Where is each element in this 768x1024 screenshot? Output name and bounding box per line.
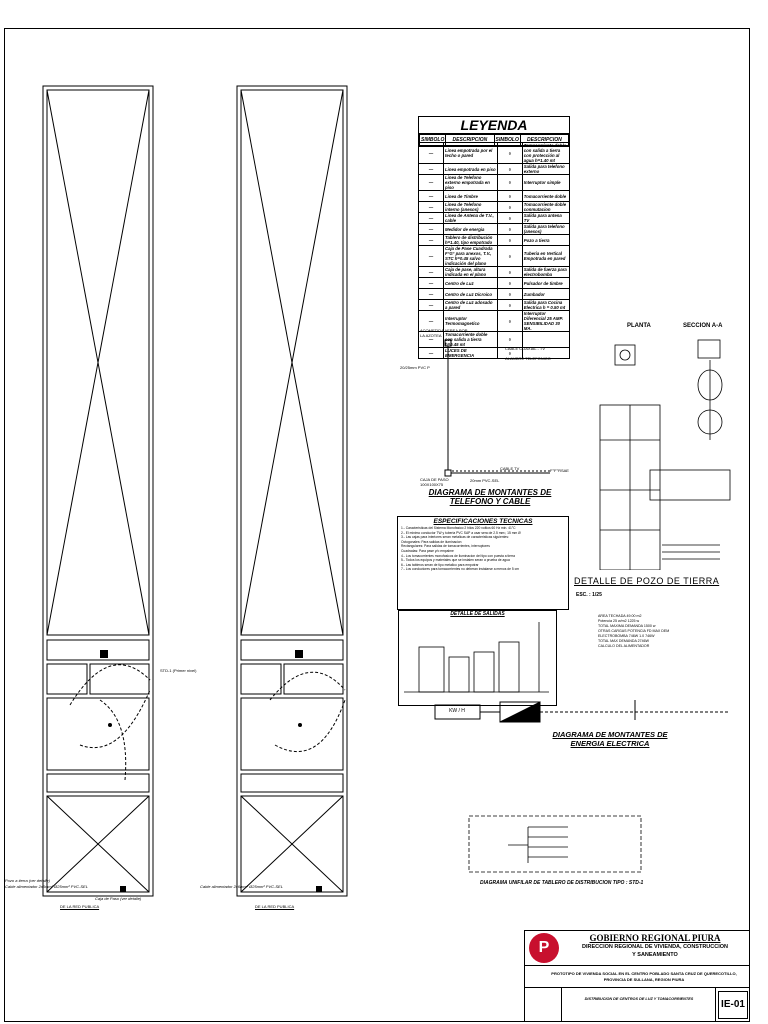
legend-symbol-icon: — xyxy=(419,213,444,224)
legend-description: Linea empotrada en piso xyxy=(444,164,498,175)
telefono-title: DIAGRAMA DE MONTANTES DE TELEFONO Y CABLE xyxy=(428,488,552,506)
legend-symbol-icon: — xyxy=(419,267,444,278)
legend-row xyxy=(419,191,570,202)
legend-row xyxy=(419,213,570,224)
legend-description: Centro de Luz Dicroico xyxy=(444,289,498,300)
tel-label: ACOMETIDA AEREA POR LA AZOTEA xyxy=(420,328,468,338)
plan2-label-cable: Cable alimentador 2x6mm² Ø25mm² PVC-SEL xyxy=(200,884,283,889)
legend-description: Centro de Luz adosado a pared xyxy=(444,300,498,311)
legend-description: Tablero de distribución h=1.40, tipo empotrado xyxy=(444,235,498,246)
legend-description: Tomacorriente doble con salida a tierra h=0.45 mt xyxy=(444,332,498,348)
legend-symbol-icon: ◊ xyxy=(497,224,522,235)
unifilar-title: DIAGRAMA UNIFILAR DE TABLERO DE DISTRIBUCION TIPO : STD-1 xyxy=(480,880,644,886)
esp-line: Cuadradas: Para pase y/o empalme xyxy=(401,548,454,553)
esp-title: ESPECIFICACIONES TECNICAS xyxy=(433,518,533,525)
legend-row xyxy=(419,175,570,191)
legend-symbol-icon: — xyxy=(419,246,444,267)
tel-label: 20/25mm PVC P xyxy=(400,365,430,370)
plan-label-pozo: Pozo a tierra (ver detalle) xyxy=(5,878,50,883)
dir-line-1: DIRECCION REGIONAL DE VIVIENDA, CONSTRUCCION xyxy=(582,944,728,950)
legend-description: Tomacorriente doble con salida a tierra con protección al agua h=1.40 mt xyxy=(522,143,569,164)
unifilar-diagram xyxy=(468,815,643,875)
legend-symbol-icon: ◊ xyxy=(497,175,522,191)
pozo-tierra-drawing xyxy=(570,330,750,570)
legend-row xyxy=(419,289,570,300)
legend-symbol-icon: — xyxy=(419,300,444,311)
legend-symbol-icon: ◊ xyxy=(497,143,522,164)
seccion-label: SECCION A-A xyxy=(683,323,723,329)
tel-label: F°F°RSAE xyxy=(550,468,569,473)
legend-row xyxy=(419,143,570,164)
legend-symbol-icon: ◊ xyxy=(497,348,522,359)
legend-symbol-icon: ◊ xyxy=(497,267,522,278)
calc-line: TOTAL MAXIMA DEMANDA 1500 w xyxy=(598,624,656,628)
legend-symbol-icon: — xyxy=(419,202,444,213)
legend-symbol-icon: ◊ xyxy=(497,311,522,332)
gov-name: GOBIERNO REGIONAL PIURA xyxy=(589,933,721,943)
legend-row xyxy=(419,300,570,311)
legend-symbol-icon: — xyxy=(419,191,444,202)
especificaciones-box xyxy=(397,516,569,610)
legend-symbol-icon: — xyxy=(419,311,444,332)
legend-description: LUCES DE EMERGENCIA xyxy=(444,348,498,359)
legend-row xyxy=(419,224,570,235)
legend-symbol-icon: — xyxy=(419,235,444,246)
legend-description: Linea de Telefono interno (anexos) xyxy=(444,202,498,213)
project-line-1: PROTOTIPO DE VIVIENDA SOCIAL EN EL CENTRO POBLADO SANTA CRUZ DE QUERECOTILLO, xyxy=(551,971,737,976)
legend-description: Caja de Pase Cuadrada F°G° para anexos, T.V., STC h=0.45 salvo indicación del plano xyxy=(444,246,498,267)
dir-line-2: Y SANEAMIENTO xyxy=(632,952,678,958)
legend-symbol-icon: ◊ xyxy=(497,164,522,175)
esp-line: Rectangulares: Para salidas de tomacorrientes, interruptores xyxy=(401,544,490,549)
legend-header: SIMBOLO xyxy=(494,135,520,146)
legend-symbol-icon: — xyxy=(419,278,444,289)
calc-line: AREA TECHADA 49.00 m2 xyxy=(598,614,642,618)
legend-row xyxy=(419,246,570,267)
legend-description: Medidor de energia xyxy=(444,224,498,235)
legend-title: LEYENDA xyxy=(419,117,569,134)
salidas-drawing xyxy=(399,617,556,697)
esp-line: 7.- Los conductores para tomacorrientes no deberan instalarse a menos de 5 cm xyxy=(401,567,520,572)
legend-symbol-icon: — xyxy=(419,348,444,359)
legend-description: Salida para antena TV xyxy=(522,213,569,224)
esp-line: 3.- Las cajas para interiores seran metalicas de caracteristicas siguientes: xyxy=(401,535,509,540)
legend-symbol-icon: ◊ xyxy=(497,246,522,267)
legend-description: Salida para Cocina Electrica h = 0.50 mt xyxy=(522,300,569,311)
legend-symbol-icon: — xyxy=(419,332,444,348)
legend-symbol-icon: ◊ xyxy=(497,300,522,311)
legend-description: Caja de pase, altura indicada en el plano xyxy=(444,267,498,278)
legend-symbol-icon: ◊ xyxy=(497,202,522,213)
kwh-label: KW / H xyxy=(449,708,465,714)
legend-description: Interruptor Termomagnetico xyxy=(444,311,498,332)
legend-description: Pozo a tierra xyxy=(522,235,569,246)
tel-label: CABLE TV xyxy=(500,466,520,471)
tel-label: 20mm PVC-SEL xyxy=(470,478,500,483)
calculo-block xyxy=(598,614,738,649)
legend-header: SIMBOLO xyxy=(420,135,446,146)
plan-label-std: STD-1 (Primer nivel) xyxy=(160,668,197,673)
logo: P xyxy=(529,933,559,963)
legend-symbol-icon: ◊ xyxy=(497,332,522,348)
esp-line: 1.- Caracteristicas del Sistema Monofasico 2 hilos 220 voltios 60 Hz min. 41°C xyxy=(401,526,516,530)
legend-description: Centro de Luz xyxy=(444,278,498,289)
tel-label: CAJA DE PASO 100X100X75 xyxy=(420,477,449,487)
legend-symbol-icon: — xyxy=(419,175,444,191)
legend-symbol-icon: — xyxy=(419,143,444,164)
tel-label: ALAMBRE TELEFONICO xyxy=(505,356,551,361)
project-line-2: PROVINCIA DE SULLANA, REGION PIURA xyxy=(603,977,685,982)
legend-description: Linea de Telefono externo empotrada en piso xyxy=(444,175,498,191)
sheet-description: DISTRIBUCION DE CENTROS DE LUZ Y TOMACORRIENTES xyxy=(584,997,694,1001)
legend-row xyxy=(419,164,570,175)
plan-label-red: DE LA RED PUBLICA xyxy=(60,904,100,909)
calc-line: CALCULO DEL ALIMENTADOR xyxy=(598,644,650,648)
plan-label-caja: Caja de Paso (ver detalle) xyxy=(95,896,142,901)
salidas-title: DETALLE DE SALIDAS xyxy=(450,611,505,617)
legend-row xyxy=(419,267,570,278)
title-block xyxy=(524,930,750,1022)
calc-line: ELECTROBOMBA 746W 1.0 746W xyxy=(598,634,655,638)
legend-description: Linea de Timbre xyxy=(444,191,498,202)
legend-description: Zumbador xyxy=(522,289,569,300)
calc-line: OTRAS CARGAS POTENCIA FD MAX DEM xyxy=(598,629,670,633)
legend-description: Tuberia en Vertical Empotrada en pared xyxy=(522,246,569,267)
legend-description: Salida para telefono externo xyxy=(522,164,569,175)
esp-line: 5.- Todos los equipos y materiales que se instalen seran a prueba de agua xyxy=(401,558,510,563)
legend-description: Pulsador de timbre xyxy=(522,278,569,289)
legend-description: Linea de Antena de T.V., cable xyxy=(444,213,498,224)
legend-symbol-icon: ◊ xyxy=(497,278,522,289)
legend-symbol-icon: ◊ xyxy=(497,289,522,300)
legend-symbol-icon: ◊ xyxy=(497,213,522,224)
legend-symbol-icon: — xyxy=(419,224,444,235)
legend-header: DESCRIPCION xyxy=(446,135,494,146)
calc-line: Potencia 25 w/m2 1225 w xyxy=(598,619,640,623)
legend-row xyxy=(419,202,570,213)
legend-symbol-icon: ◊ xyxy=(497,191,522,202)
legend-description: Interruptor Diferencial 25 AMP. SENSIBILIDAD 30 MA. xyxy=(522,311,569,332)
plan-label-cable: Cable alimentador 2x6mm² Ø25mm² PVC-SEL xyxy=(5,884,88,889)
esp-line: 6.- Las tableros seran de tipo metalico para empotrar xyxy=(401,562,479,567)
esp-line: 4.- Los tomacorrientes monofasicos de iluminacion del tipo con puesta a tierra xyxy=(401,553,515,558)
legend-description: Interruptor simple xyxy=(522,175,569,191)
legend-row xyxy=(419,235,570,246)
legend-header: DESCRIPCION xyxy=(520,135,568,146)
legend-row xyxy=(419,278,570,289)
legend-description: Tomacorriente doble conmutacion xyxy=(522,202,569,213)
esp-line: 2.- El minimo conductor TW y tuberia PVC SAP a usar sera de 2.5 mm², 15 mm Ø xyxy=(401,530,521,535)
plan2-label-red: DE LA RED PUBLICA xyxy=(255,904,295,909)
tel-label: CABLE COAXIAL - TV xyxy=(505,346,546,351)
legend-symbol-icon: — xyxy=(419,289,444,300)
sheet-number: IE-01 xyxy=(718,991,748,1019)
legend-description: Linea empotrada por el techo o pared xyxy=(444,143,498,164)
calc-line: TOTAL MAX DEMANDA 2746W xyxy=(598,639,650,643)
legend-symbol-icon: ◊ xyxy=(497,235,522,246)
energia-title: DIAGRAMA DE MONTANTES DE ENERGIA ELECTRICA xyxy=(552,730,668,748)
pozo-scale: ESC. : 1/25 xyxy=(576,592,602,598)
esp-line: Octogonales: Para salidas de iluminacion xyxy=(401,539,462,544)
esp-lines xyxy=(398,525,568,573)
legend-symbol-icon: — xyxy=(419,164,444,175)
legend-description: Tomacorriente doble xyxy=(522,191,569,202)
pozo-title: DETALLE DE POZO DE TIERRA xyxy=(574,576,720,586)
legend-description: Salida para telefono (anexos) xyxy=(522,224,569,235)
legend-description: Salida de fuerza para electrobomba xyxy=(522,267,569,278)
planta-label: PLANTA xyxy=(627,323,651,329)
